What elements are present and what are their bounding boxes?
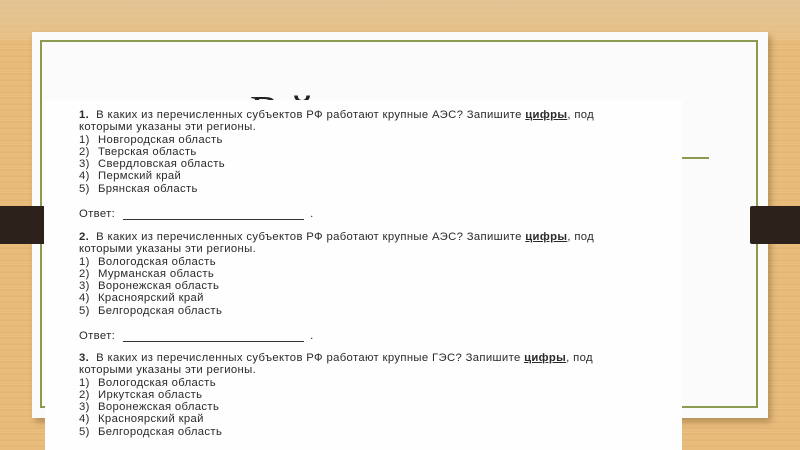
question-text-part: В каких из перечисленных субъектов РФ работают крупные АЭС? Запишите (96, 109, 526, 121)
option-item (79, 426, 679, 438)
question-1 (79, 109, 679, 220)
emphasis-word: цифры (525, 109, 568, 121)
question-text-part: В каких из перечисленных субъектов РФ работают крупные ГЭС? Запишите (96, 352, 525, 364)
option-item (79, 292, 679, 304)
option-item (79, 183, 679, 195)
option-label: Белгородская область (98, 425, 223, 438)
option-label: Красноярский край (98, 292, 204, 305)
question-text-part: , под (567, 231, 595, 243)
option-label: Брянская область (98, 182, 198, 195)
question-number: 2. (79, 231, 90, 243)
option-item (79, 305, 679, 317)
option-number: 4) (79, 413, 90, 426)
question-text (79, 231, 679, 243)
answer-row (79, 208, 679, 220)
question-text (79, 352, 679, 364)
option-label: Вологодская область (98, 376, 216, 389)
answer-label: Ответ: (79, 208, 116, 221)
option-label: Белгородская область (98, 304, 223, 317)
option-item (79, 256, 679, 268)
option-number: 2) (79, 145, 90, 158)
emphasis-word: цифры (524, 352, 567, 364)
slide-title (250, 82, 570, 102)
option-number: 5) (79, 182, 90, 195)
option-number: 3) (79, 401, 90, 414)
question-text-part: , под (566, 352, 593, 364)
option-item (79, 268, 679, 280)
question-text-line2: которыми указаны эти регионы. (79, 243, 257, 256)
option-label: Тверская область (98, 145, 197, 158)
option-label: Воронежская область (98, 401, 220, 414)
scanned-worksheet-image (45, 100, 682, 450)
option-item (79, 401, 679, 413)
question-text-line2: которыми указаны эти регионы. (79, 121, 257, 134)
option-label: Красноярский край (98, 413, 204, 426)
option-number: 3) (79, 280, 90, 293)
option-item (79, 158, 679, 170)
option-item (79, 377, 679, 389)
answer-period: . (310, 330, 314, 343)
question-number: 3. (79, 352, 90, 364)
option-number: 5) (79, 304, 90, 317)
option-label: Новгородская область (98, 133, 223, 146)
option-item (79, 134, 679, 146)
option-number: 4) (79, 292, 90, 305)
option-number: 1) (79, 376, 90, 389)
question-text-part: В каких из перечисленных субъектов РФ работают крупные АЭС? Запишите (96, 231, 526, 243)
option-number: 3) (79, 158, 90, 171)
emphasis-word: цифры (525, 231, 568, 243)
answer-row (79, 330, 679, 342)
answer-blank-line (123, 332, 304, 342)
option-label: Пермский край (98, 170, 182, 183)
option-number: 4) (79, 170, 90, 183)
right-decor-tab (750, 206, 800, 244)
answer-blank-line (123, 210, 304, 220)
question-text (79, 109, 679, 121)
option-number: 1) (79, 255, 90, 268)
question-text-line2: которыми указаны эти регионы. (79, 364, 257, 377)
left-decor-tab (0, 206, 44, 244)
option-number: 5) (79, 425, 90, 438)
option-item (79, 146, 679, 158)
title-underline (682, 157, 709, 159)
option-number: 2) (79, 267, 90, 280)
option-label: Мурманская область (98, 267, 215, 280)
option-number: 2) (79, 388, 90, 401)
question-number: 1. (79, 109, 90, 121)
answer-label: Ответ: (79, 330, 116, 343)
option-label: Свердловская область (98, 158, 226, 171)
question-3 (79, 352, 679, 438)
option-item (79, 170, 679, 182)
option-item (79, 413, 679, 425)
answer-period: . (310, 208, 314, 221)
question-text-part: , под (567, 109, 595, 121)
option-item (79, 389, 679, 401)
option-label: Иркутская область (98, 388, 203, 401)
option-label: Воронежская область (98, 280, 220, 293)
question-2 (79, 231, 679, 342)
option-number: 1) (79, 133, 90, 146)
option-item (79, 280, 679, 292)
option-label: Вологодская область (98, 255, 216, 268)
